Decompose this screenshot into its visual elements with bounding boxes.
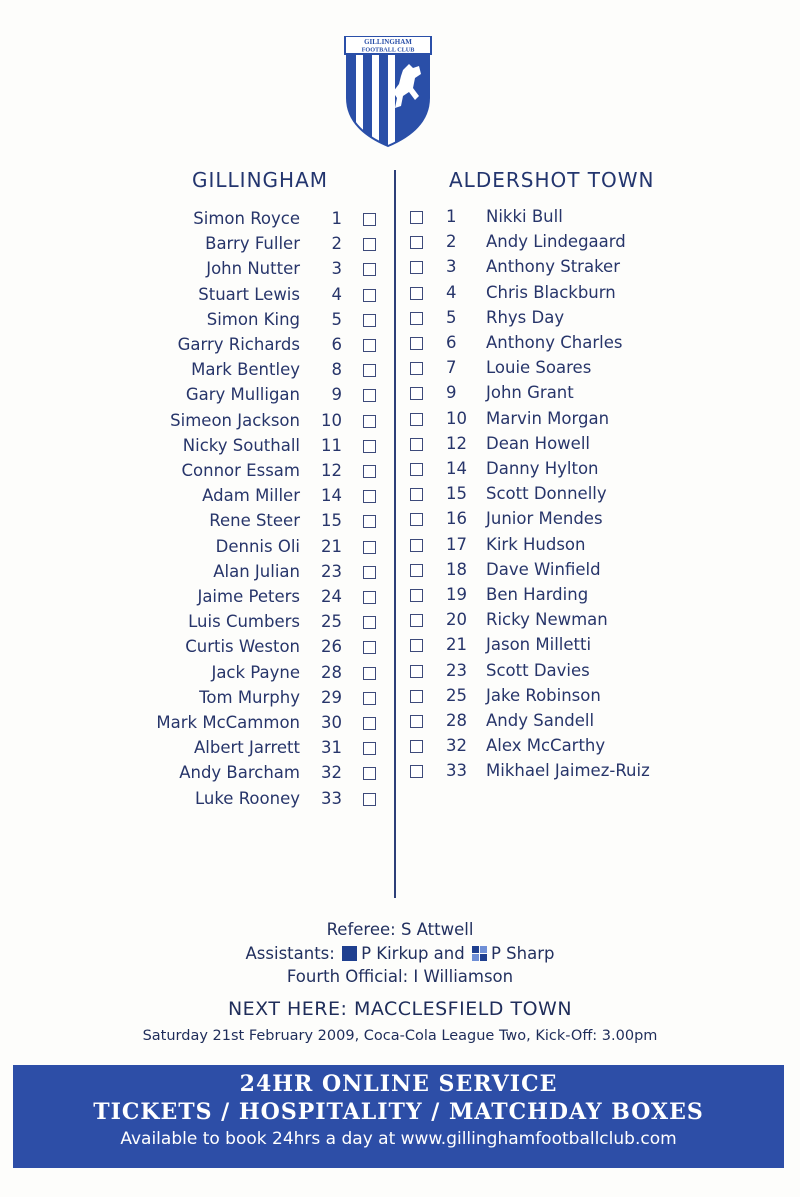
selection-checkbox[interactable] bbox=[410, 488, 423, 501]
player-name: John Nutter bbox=[206, 259, 300, 279]
player-number: 5 bbox=[331, 309, 342, 329]
player-name: Anthony Charles bbox=[486, 333, 623, 352]
banner-headline: 24HR ONLINE SERVICE bbox=[239, 1071, 558, 1097]
player-name: Barry Fuller bbox=[205, 234, 300, 254]
player-name: Alan Julian bbox=[213, 561, 300, 581]
player-number: 12 bbox=[446, 433, 467, 453]
player-number: 7 bbox=[446, 358, 457, 378]
player-number: 31 bbox=[321, 738, 342, 758]
player-number: 6 bbox=[331, 335, 342, 354]
player-name: Rhys Day bbox=[486, 307, 565, 327]
away-player-row bbox=[0, 661, 800, 686]
player-number: 16 bbox=[446, 509, 467, 529]
player-number: 5 bbox=[446, 307, 457, 327]
player-name: Chris Blackburn bbox=[486, 282, 616, 302]
player-name: Stuart Lewis bbox=[198, 284, 300, 304]
selection-checkbox[interactable] bbox=[410, 690, 423, 703]
player-name: Simon King bbox=[206, 309, 300, 329]
player-name: Scott Donnelly bbox=[486, 484, 607, 504]
assistant-1: P Kirkup and bbox=[361, 944, 465, 963]
away-player-row bbox=[0, 383, 800, 408]
player-name: Andy Lindegaard bbox=[486, 232, 626, 252]
player-name: Dave Winfield bbox=[486, 559, 601, 579]
player-number: 2 bbox=[446, 232, 457, 252]
svg-text:GILLINGHAM: GILLINGHAM bbox=[364, 38, 412, 46]
next-match-headline: NEXT HERE: MACCLESFIELD TOWN bbox=[227, 998, 573, 1020]
player-name: Rene Steer bbox=[209, 511, 300, 531]
player-name: Andy Sandell bbox=[486, 711, 595, 730]
player-number: 1 bbox=[331, 209, 342, 228]
checkered-flag-icon bbox=[472, 946, 487, 961]
player-name: Nikki Bull bbox=[486, 207, 563, 226]
away-player-row bbox=[0, 535, 800, 560]
player-name: Simeon Jackson bbox=[170, 410, 300, 430]
online-service-banner bbox=[13, 1065, 784, 1168]
player-name: Jack Payne bbox=[211, 662, 300, 682]
banner-services: TICKETS / HOSPITALITY / MATCHDAY BOXES bbox=[93, 1099, 704, 1125]
player-name: Connor Essam bbox=[181, 461, 300, 480]
away-player-row bbox=[0, 484, 800, 509]
home-team-title: GILLINGHAM bbox=[192, 168, 329, 192]
player-name: Jaime Peters bbox=[197, 587, 300, 606]
player-number: 32 bbox=[446, 736, 467, 756]
player-name: Gary Mulligan bbox=[185, 385, 300, 405]
player-number: 2 bbox=[331, 234, 342, 254]
player-number: 3 bbox=[446, 257, 457, 277]
player-number: 26 bbox=[321, 637, 342, 657]
player-number: 8 bbox=[331, 360, 342, 380]
player-number: 33 bbox=[321, 788, 342, 808]
player-number: 15 bbox=[446, 484, 467, 504]
player-name: Mark Bentley bbox=[191, 360, 300, 380]
player-name: Anthony Straker bbox=[486, 257, 620, 277]
player-number: 24 bbox=[321, 587, 342, 606]
player-name: Kirk Hudson bbox=[486, 534, 586, 554]
player-number: 30 bbox=[321, 713, 342, 732]
player-number: 28 bbox=[446, 711, 467, 730]
player-name: Alex McCarthy bbox=[486, 736, 606, 756]
away-player-row bbox=[0, 333, 800, 358]
player-number: 14 bbox=[321, 486, 342, 506]
player-name: Curtis Weston bbox=[185, 637, 300, 657]
player-name: Nicky Southall bbox=[182, 435, 300, 455]
selection-checkbox[interactable] bbox=[410, 740, 423, 753]
away-player-row bbox=[0, 283, 800, 308]
player-name: Simon Royce bbox=[193, 209, 300, 228]
assistants-label: Assistants: bbox=[245, 944, 335, 963]
player-name: Albert Jarrett bbox=[194, 738, 300, 758]
player-number: 4 bbox=[331, 284, 342, 304]
assistant-2: P Sharp bbox=[490, 944, 555, 963]
player-name: Jake Robinson bbox=[486, 685, 601, 705]
player-name: Junior Mendes bbox=[486, 509, 603, 529]
away-player-row bbox=[0, 358, 800, 383]
selection-checkbox[interactable] bbox=[410, 413, 423, 426]
away-player-row bbox=[0, 232, 800, 257]
away-player-row bbox=[0, 610, 800, 635]
player-name: Ben Harding bbox=[486, 585, 589, 604]
player-name: Louie Soares bbox=[486, 358, 592, 378]
player-number: 12 bbox=[321, 461, 342, 480]
player-name: John Grant bbox=[486, 383, 574, 403]
away-player-row bbox=[0, 635, 800, 660]
player-number: 1 bbox=[446, 207, 457, 226]
player-name: Ricky Newman bbox=[486, 610, 608, 630]
away-player-row bbox=[0, 761, 800, 786]
selection-checkbox[interactable] bbox=[410, 639, 423, 652]
selection-checkbox[interactable] bbox=[410, 337, 423, 350]
svg-text:FOOTBALL CLUB: FOOTBALL CLUB bbox=[361, 46, 415, 54]
selection-checkbox[interactable] bbox=[410, 564, 423, 577]
selection-checkbox[interactable] bbox=[410, 312, 423, 325]
away-player-row bbox=[0, 409, 800, 434]
player-name: Jason Milletti bbox=[486, 635, 592, 655]
away-player-row bbox=[0, 560, 800, 585]
solid-flag-icon bbox=[342, 946, 357, 961]
player-name: Scott Davies bbox=[486, 660, 590, 680]
away-team-title: ALDERSHOT TOWN bbox=[449, 168, 655, 192]
selection-checkbox[interactable] bbox=[410, 287, 423, 300]
player-number: 18 bbox=[446, 559, 467, 579]
player-number: 23 bbox=[321, 561, 342, 581]
away-player-row bbox=[0, 509, 800, 534]
player-number: 19 bbox=[446, 585, 467, 604]
selection-checkbox[interactable] bbox=[410, 362, 423, 375]
away-player-row bbox=[0, 686, 800, 711]
player-number: 28 bbox=[321, 662, 342, 682]
player-number: 15 bbox=[321, 511, 342, 531]
player-number: 9 bbox=[446, 383, 457, 403]
player-name: Tom Murphy bbox=[199, 687, 300, 707]
selection-checkbox[interactable] bbox=[410, 261, 423, 274]
away-player-row bbox=[0, 711, 800, 736]
player-number: 25 bbox=[446, 685, 467, 705]
selection-checkbox[interactable] bbox=[410, 765, 423, 778]
home-player-row bbox=[0, 789, 800, 814]
fourth-official-line: Fourth Official: I Williamson bbox=[286, 967, 514, 986]
assistants-line bbox=[0, 944, 800, 963]
player-name: Danny Hylton bbox=[486, 459, 599, 478]
away-player-row bbox=[0, 459, 800, 484]
player-number: 21 bbox=[446, 635, 467, 655]
player-number: 32 bbox=[321, 763, 342, 783]
player-name: Dennis Oli bbox=[215, 536, 300, 556]
player-number: 29 bbox=[321, 687, 342, 707]
player-number: 20 bbox=[446, 610, 467, 630]
player-name: Marvin Morgan bbox=[486, 408, 610, 428]
player-name: Mikhael Jaimez-Ruiz bbox=[486, 761, 650, 781]
player-number: 25 bbox=[321, 612, 342, 632]
player-name: Garry Richards bbox=[177, 335, 300, 354]
player-number: 3 bbox=[331, 259, 342, 279]
selection-checkbox[interactable] bbox=[410, 211, 423, 224]
club-crest-logo bbox=[343, 36, 433, 148]
away-player-row bbox=[0, 207, 800, 232]
next-match-detail: Saturday 21st February 2009, Coca-Cola League Two, Kick-Off: 3.00pm bbox=[142, 1028, 658, 1044]
player-number: 33 bbox=[446, 761, 467, 781]
player-name: Luis Cumbers bbox=[188, 612, 300, 632]
player-number: 14 bbox=[446, 459, 467, 478]
player-number: 10 bbox=[446, 408, 467, 428]
player-number: 6 bbox=[446, 333, 457, 352]
selection-checkbox[interactable] bbox=[410, 236, 423, 249]
selection-checkbox[interactable] bbox=[410, 589, 423, 602]
selection-checkbox[interactable] bbox=[410, 614, 423, 627]
selection-checkbox[interactable] bbox=[410, 715, 423, 728]
player-name: Luke Rooney bbox=[194, 788, 300, 808]
selection-checkbox[interactable] bbox=[363, 793, 376, 806]
player-number: 11 bbox=[321, 435, 342, 455]
banner-website[interactable]: Available to book 24hrs a day at www.gillinghamfootballclub.com bbox=[120, 1129, 677, 1149]
player-number: 21 bbox=[321, 536, 342, 556]
player-name: Andy Barcham bbox=[179, 763, 300, 783]
selection-checkbox[interactable] bbox=[410, 463, 423, 476]
selection-checkbox[interactable] bbox=[410, 387, 423, 400]
selection-checkbox[interactable] bbox=[410, 513, 423, 526]
player-number: 10 bbox=[321, 410, 342, 430]
player-number: 4 bbox=[446, 282, 457, 302]
away-player-row bbox=[0, 434, 800, 459]
away-player-row bbox=[0, 585, 800, 610]
player-name: Mark McCammon bbox=[156, 713, 300, 732]
player-number: 9 bbox=[331, 385, 342, 405]
away-player-row bbox=[0, 736, 800, 761]
player-name: Dean Howell bbox=[486, 433, 590, 453]
away-player-row bbox=[0, 308, 800, 333]
selection-checkbox[interactable] bbox=[410, 438, 423, 451]
selection-checkbox[interactable] bbox=[410, 539, 423, 552]
player-number: 23 bbox=[446, 660, 467, 680]
referee-line: Referee: S Attwell bbox=[326, 920, 474, 939]
player-number: 17 bbox=[446, 534, 467, 554]
selection-checkbox[interactable] bbox=[410, 665, 423, 678]
player-name: Adam Miller bbox=[202, 486, 300, 506]
away-player-row bbox=[0, 257, 800, 282]
